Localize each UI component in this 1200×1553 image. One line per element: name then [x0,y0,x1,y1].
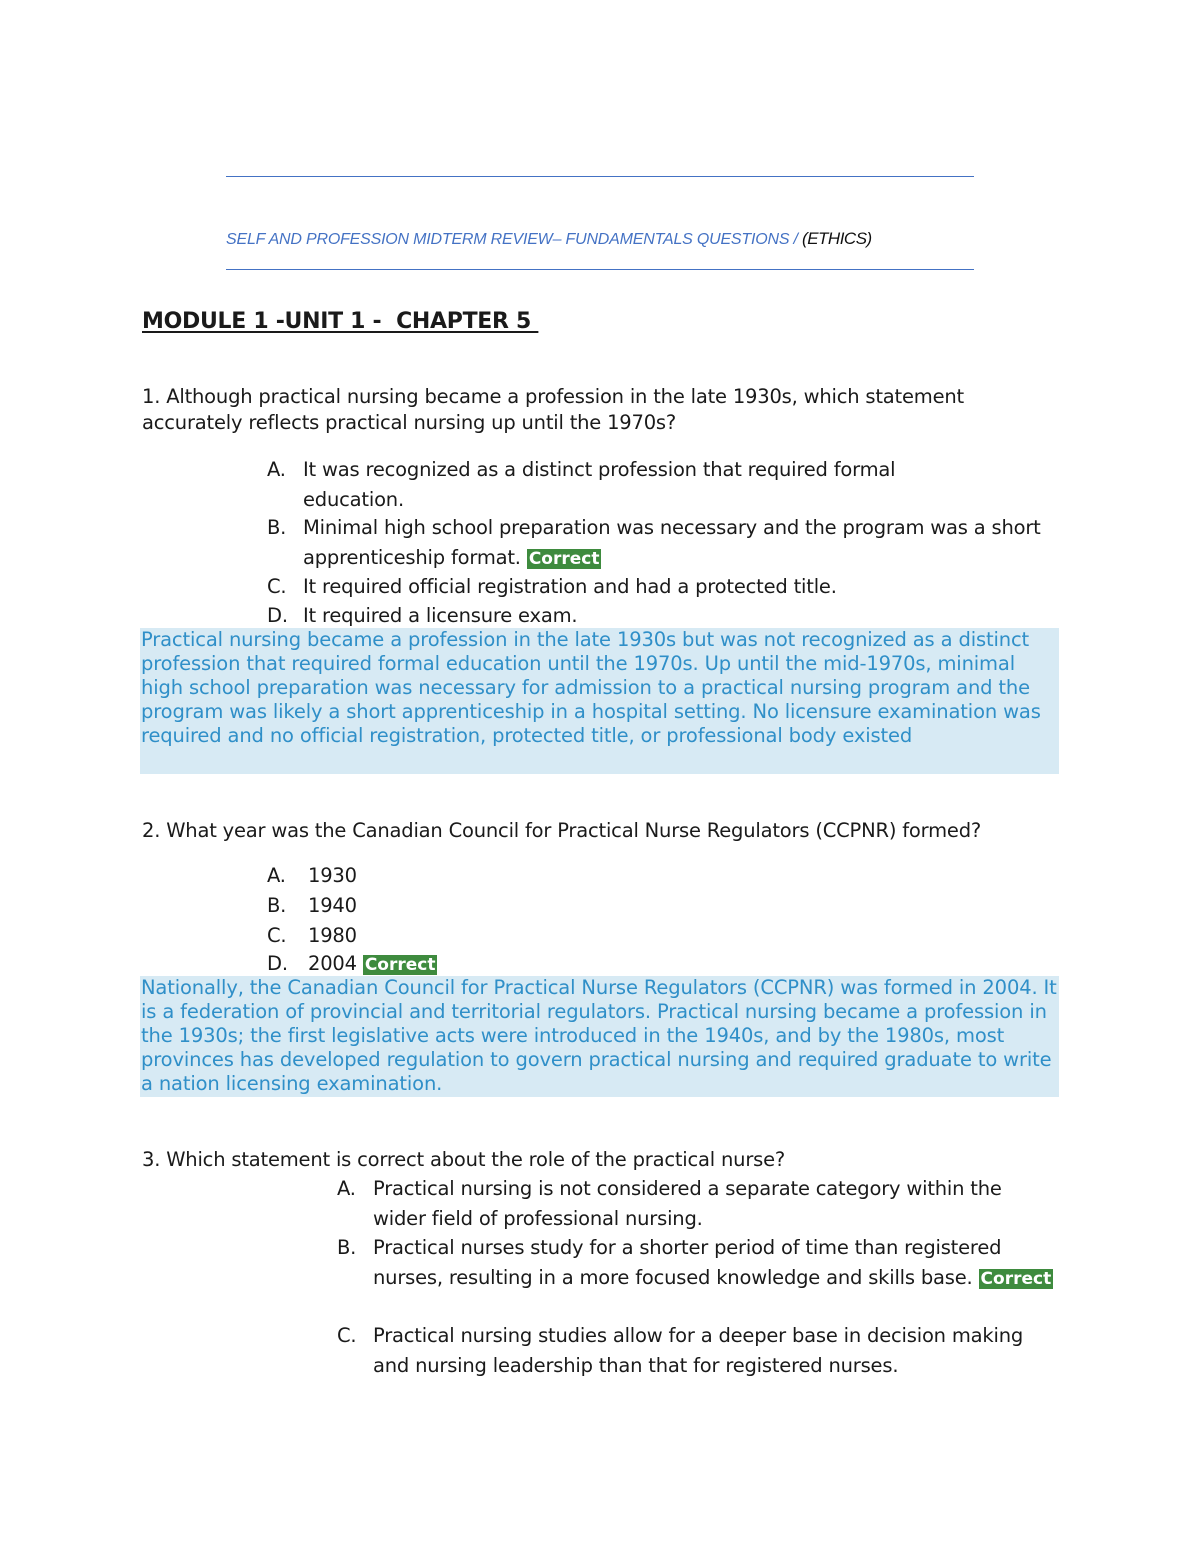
option-text: Minimal high school preparation was necessary and the program was a short apprenticeship format. [303,516,1041,569]
question-3 [142,1147,1042,1173]
q2-explanation: Nationally, the Canadian Council for Practical Nurse Regulators (CCPNR) was formed in 2004. It is a federation of provincial and territorial regulators. Practical nursing became a profession in the 1930s; the first legislative acts were introduced in the 1940s, and by the 1980s, most provinces has developed regulation to govern practical nursing and required graduate to write a nation licensing examination. [140,976,1059,1097]
question-1 [142,384,1042,436]
option-letter: B. [337,1236,357,1259]
q2-option-c [267,921,667,951]
q2-option-d [267,949,667,979]
q1-option-a [267,455,967,514]
correct-badge: Correct [528,548,600,569]
question-number: 1. [142,385,161,408]
q3-option-b [337,1233,1057,1292]
q2-option-a [267,861,667,891]
correct-badge: Correct [980,1268,1052,1289]
header-bottom-rule [226,269,974,270]
option-text: 1940 [308,894,357,917]
question-text: Which statement is correct about the role of the practical nurse? [166,1148,786,1171]
question-number: 2. [142,819,161,842]
option-text: 2004 [308,952,357,975]
q3-option-c [337,1321,1057,1380]
option-text: It required a licensure exam. [303,604,578,627]
q2-option-b [267,891,667,921]
option-letter: A. [337,1177,356,1200]
option-letter: C. [267,575,287,598]
option-letter: D. [267,604,288,627]
option-text: Practical nurses study for a shorter period of time than registered nurses, resulting in a more focused knowledge and skills base. [373,1236,1002,1289]
q1-option-d [267,601,1057,631]
option-letter: B. [267,516,287,539]
option-letter: C. [337,1324,357,1347]
option-text: 1930 [308,864,357,887]
question-text: Although practical nursing became a profession in the late 1930s, which statement accurately reflects practical nursing up until the 1970s? [142,385,965,434]
option-text: Practical nursing is not considered a separate category within the wider field of professional nursing. [373,1177,1002,1230]
q1-option-b [267,513,1057,572]
q3-option-a [337,1174,1057,1233]
document-header-title [226,229,974,249]
q1-explanation: Practical nursing became a profession in the late 1930s but was not recognized as a distinct profession that required formal education until the 1970s. Up until the mid-1970s, minimal high school preparation was necessary for admission to a practical nursing program and the program was likely a short apprenticeship in a hospital setting. No licensure examination was required and no official registration, protected title, or professional body existed [140,628,1059,774]
option-text: Practical nursing studies allow for a deeper base in decision making and nursing leadership than that for registered nurses. [373,1324,1024,1377]
option-letter: C. [267,924,287,947]
question-2 [142,818,1072,844]
option-letter: A. [267,458,286,481]
option-letter: D. [267,952,288,975]
option-letter: A. [267,864,286,887]
module-heading: MODULE 1 -UNIT 1 - CHAPTER 5 [142,309,539,334]
option-text: It was recognized as a distinct profession that required formal education. [303,458,896,511]
header-title-tag: (ETHICS) [802,229,872,248]
option-letter: B. [267,894,287,917]
correct-badge: Correct [364,955,436,975]
option-text: 1980 [308,924,357,947]
option-text: It required official registration and had a protected title. [303,575,837,598]
question-number: 3. [142,1148,161,1171]
question-text: What year was the Canadian Council for Practical Nurse Regulators (CCPNR) formed? [166,819,982,842]
header-top-rule [226,176,974,177]
header-title-text: SELF AND PROFESSION MIDTERM REVIEW– FUNDAMENTALS QUESTIONS / [226,231,803,248]
q1-option-c [267,572,1057,602]
